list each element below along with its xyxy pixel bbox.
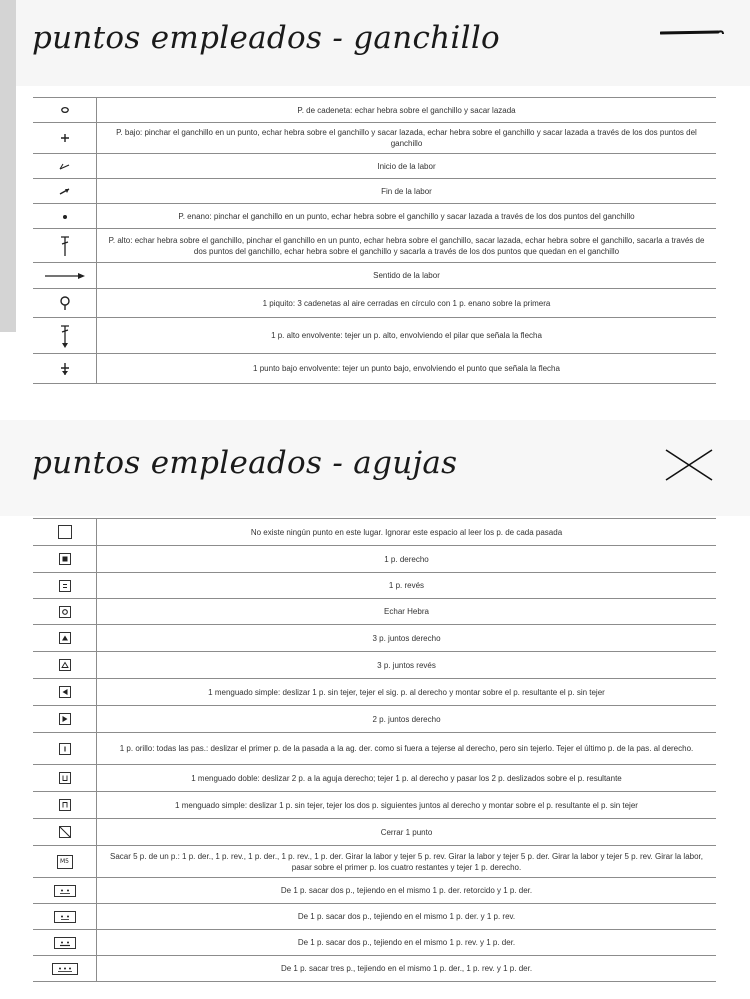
knit-stitch-icon: [59, 553, 71, 565]
k3tog-icon: [59, 632, 71, 644]
stitch-description: Fin de la labor: [381, 186, 432, 196]
symbol-cell: [33, 733, 97, 764]
stitch-description: Sentido de la labor: [373, 271, 440, 280]
knitting-stitch-table: [33, 518, 716, 982]
wrapped-single-crochet-icon: [59, 362, 71, 376]
sk2p-decrease-icon: [59, 799, 71, 811]
stitch-description: 1 piquito: 3 cadenetas al aire cerradas en círculo con 1 p. enano sobre la primera: [262, 298, 551, 308]
stitch-description: 1 p. revés: [388, 581, 425, 590]
double-crochet-icon: [58, 234, 72, 258]
symbol-cell: [33, 792, 97, 818]
start-work-icon: [58, 160, 72, 172]
table-row: [33, 846, 716, 878]
symbol-cell: [33, 154, 97, 178]
stitch-description: 1 p. orillo: todas las pas.: deslizar el primer p. de la pasada a la ag. der. como si fuera a tejerse al derecho, pero sin tejerlo. Tejer el último p. de la pas. al derecho.: [119, 744, 694, 753]
stitch-description: 2 p. juntos derecho: [372, 714, 441, 724]
side-bar: [0, 0, 16, 332]
stitch-description: 1 p. derecho: [384, 554, 429, 564]
symbol-cell: [33, 904, 97, 929]
stitch-description: P. enano: pinchar el ganchillo en un punto, echar hebra sobre el ganchillo y sacar lazada a través de los dos puntos del ganchillo: [178, 211, 635, 221]
m5-stitch-icon: M5: [57, 855, 73, 869]
table-row: [33, 546, 716, 573]
slip-stitch-icon: [59, 210, 71, 222]
stitch-description: 3 p. juntos revés: [377, 660, 436, 670]
table-row: [33, 706, 716, 733]
table-row: [33, 878, 716, 904]
purl-stitch-icon: [59, 580, 71, 592]
table-row: [33, 679, 716, 706]
increase-two-purl-knit-icon: [54, 937, 76, 949]
increase-three-icon: [52, 963, 78, 975]
table-row: [33, 819, 716, 846]
increase-two-twisted-icon: [54, 885, 76, 897]
table-row: [33, 518, 716, 546]
symbol-cell: [33, 98, 97, 122]
symbol-cell: [33, 878, 97, 903]
stitch-description: De 1 p. sacar tres p., tejiendo en el mismo 1 p. der., 1 p. rev. y 1 p. der.: [280, 964, 533, 973]
selvage-stitch-icon: [59, 743, 71, 755]
stitch-description: Sacar 5 p. de un p.: 1 p. der., 1 p. rev., 1 p. der., 1 p. rev., 1 p. der. Girar la labor y tejer 5 p. rev. Girar la labor y tejer 5 p. der. Girar la labor y tejer 5 p. rev. Girar la labor, pasar sobre el primer p. los cuatro restantes y tejer 1 p. derecho.: [109, 851, 704, 872]
table-row: [33, 625, 716, 652]
table-row: [33, 652, 716, 679]
symbol-cell: [33, 930, 97, 955]
symbol-cell: [33, 599, 97, 624]
table-row: [33, 599, 716, 625]
table-row: [33, 263, 716, 289]
table-row: [33, 930, 716, 956]
symbol-cell: [33, 318, 97, 353]
table-row: [33, 123, 716, 154]
symbol-cell: [33, 706, 97, 732]
symbol-cell: [33, 652, 97, 678]
symbol-cell: [33, 519, 97, 545]
symbol-cell: [33, 546, 97, 572]
bind-off-icon: [59, 826, 71, 838]
table-row: [33, 318, 716, 354]
symbol-cell: [33, 229, 97, 262]
left-decrease-icon: [59, 686, 71, 698]
end-work-icon: [58, 185, 72, 197]
increase-two-knit-purl-icon: [54, 911, 76, 923]
stitch-description: De 1 p. sacar dos p., tejiendo en el mismo 1 p. der. y 1 p. rev.: [297, 912, 516, 921]
table-row: [33, 97, 716, 123]
stitch-description: 1 punto bajo envolvente: tejer un punto bajo, envolviendo el punto que señala la flecha: [253, 364, 560, 373]
stitch-description: Inicio de la labor: [377, 161, 436, 171]
symbol-cell: [33, 846, 97, 877]
symbol-cell: [33, 179, 97, 203]
stitch-description: De 1 p. sacar dos p., tejiendo en el mismo 1 p. der. retorcido y 1 p. der.: [280, 886, 533, 895]
symbol-cell: [33, 204, 97, 228]
stitch-description: P. de cadeneta: echar hebra sobre el ganchillo y sacar lazada: [297, 105, 516, 115]
empty-box-icon: [58, 525, 72, 539]
symbol-cell: [33, 765, 97, 791]
table-row: [33, 792, 716, 819]
p3tog-icon: [59, 659, 71, 671]
table-row: [33, 229, 716, 263]
yarn-over-icon: [59, 606, 71, 618]
k2tog-icon: [59, 713, 71, 725]
stitch-description: 1 menguado simple: deslizar 1 p. sin tejer, tejer los dos p. siguientes juntos al derecho y montar sobre el p. resultante el p. sin tejer: [175, 800, 638, 810]
table-row: [33, 289, 716, 318]
symbol-cell: [33, 956, 97, 981]
symbol-cell: [33, 679, 97, 705]
double-decrease-icon: [59, 772, 71, 784]
crochet-stitch-table: [33, 97, 716, 384]
crochet-title: puntos empleados - ganchillo: [32, 20, 501, 56]
table-row: [33, 354, 716, 384]
stitch-description: No existe ningún punto en este lugar. Ignorar este espacio al leer los p. de cada pasada: [250, 527, 563, 537]
single-crochet-icon: [59, 132, 71, 144]
knitting-title: puntos empleados - agujas: [32, 445, 458, 481]
table-row: [33, 956, 716, 982]
wrapped-double-crochet-icon: [58, 323, 72, 349]
symbol-cell: [33, 263, 97, 288]
symbol-cell: [33, 123, 97, 153]
work-direction-arrow-icon: [43, 271, 87, 281]
table-row: [33, 904, 716, 930]
table-row: [33, 573, 716, 599]
stitch-description: Echar Hebra: [384, 607, 429, 616]
knitting-needles-icon: [664, 448, 714, 482]
chain-stitch-icon: [59, 104, 71, 116]
symbol-cell: [33, 354, 97, 383]
stitch-description: De 1 p. sacar dos p., tejiendo en el mismo 1 p. rev. y 1 p. der.: [297, 938, 516, 947]
table-row: [33, 179, 716, 204]
symbol-cell: [33, 573, 97, 598]
symbol-cell: [33, 289, 97, 317]
symbol-cell: [33, 625, 97, 651]
table-row: [33, 733, 716, 765]
stitch-description: Cerrar 1 punto: [380, 827, 433, 837]
stitch-description: 3 p. juntos derecho: [372, 633, 441, 643]
stitch-description: 1 menguado doble: deslizar 2 p. a la aguja derecho; tejer 1 p. al derecho y pasar los 2 p. deslizados sobre el p. resultante: [191, 773, 622, 783]
table-row: [33, 765, 716, 792]
stitch-description: 1 menguado simple: deslizar 1 p. sin tejer, tejer el sig. p. al derecho y montar sobre el p. resultante el p. sin tejer: [208, 687, 605, 697]
table-row: [33, 204, 716, 229]
stitch-description: P. alto: echar hebra sobre el ganchillo, pinchar el ganchillo en un punto, echar hebra sobre el ganchillo, sacar lazada, echar hebra sobre el ganchillo, sacarla a través de dos puntos del ganchillo, echar hebra sobre el ganchillo y sacarla a través de los dos puntos que quedan en el ganchillo: [108, 235, 705, 256]
crochet-hook-icon: [660, 27, 724, 39]
stitch-description: 1 p. alto envolvente: tejer un p. alto, envolviendo el pilar que señala la flecha: [271, 331, 542, 340]
picot-icon: [58, 295, 72, 311]
symbol-cell: [33, 819, 97, 845]
table-row: [33, 154, 716, 179]
stitch-description: P. bajo: pinchar el ganchillo en un punto, echar hebra sobre el ganchillo y sacar lazada, echar hebra sobre el ganchillo y sacar lazada a través de los dos puntos del ganchillo: [116, 128, 697, 148]
